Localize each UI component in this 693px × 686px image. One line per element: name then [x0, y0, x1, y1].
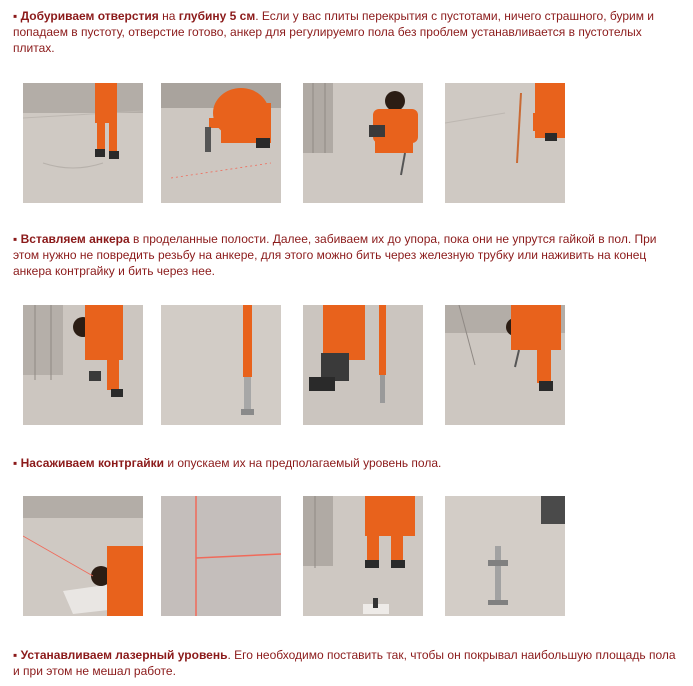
- photo-image: [303, 305, 423, 425]
- photo-image: [23, 83, 143, 203]
- photo-image: [303, 496, 423, 616]
- photo-image: [445, 83, 565, 203]
- section-heading: Вставляем анкера: [20, 232, 130, 246]
- photo-row-anchors: [23, 305, 567, 425]
- photo-image: [161, 83, 281, 203]
- bullet-marker: ▪: [13, 232, 18, 246]
- photo-locknuts-1[interactable]: [23, 496, 143, 616]
- photo-anchors-2[interactable]: [161, 305, 281, 425]
- photo-image: [161, 496, 281, 616]
- section-heading: Насаживаем контргайки: [20, 456, 165, 470]
- photo-locknuts-4[interactable]: [445, 496, 565, 616]
- bullet-marker: ▪: [13, 456, 18, 470]
- section-text: и опускаем их на предполагаемый уровень пола.: [164, 456, 442, 470]
- photo-row-drilling: [23, 83, 567, 203]
- photo-drilling-1[interactable]: [23, 83, 143, 203]
- photo-locknuts-3[interactable]: [303, 496, 423, 616]
- section-insert-anchors: [13, 231, 681, 279]
- photo-drilling-4[interactable]: [445, 83, 565, 203]
- section-heading: Добуриваем отверстия: [20, 9, 159, 23]
- photo-drilling-2[interactable]: [161, 83, 281, 203]
- photo-image: [303, 83, 423, 203]
- photo-locknuts-2[interactable]: [161, 496, 281, 616]
- photo-drilling-3[interactable]: [303, 83, 423, 203]
- bullet-marker: ▪: [13, 9, 18, 23]
- bullet-marker: ▪: [13, 648, 18, 662]
- section-drill-holes: [13, 8, 681, 56]
- photo-image: [445, 305, 565, 425]
- section-highlight: глубину 5 см: [178, 9, 256, 23]
- photo-image: [23, 305, 143, 425]
- section-text: в проделанные полости. Далее, забиваем их до упора, пока они не упрутся гайкой в пол. При этом нужно не повредить резьбу на анкере, для этого можно бить через железную трубку или наживить на конец анкера контргайку и бить через нее.: [13, 232, 657, 278]
- section-laser-level: [13, 647, 681, 679]
- photo-anchors-1[interactable]: [23, 305, 143, 425]
- section-text: . Если у вас плиты перекрытия с пустотами, ничего страшного, бурим и попадаем в пустоту, отверстие готово, анкер для регулируемго пола без проблем устанавливается в пустотелых плитах.: [13, 9, 655, 55]
- section-text: . Его необходимо поставить так, чтобы он покрывал наибольшую площадь пола и при этом не мешал работе.: [13, 648, 676, 678]
- section-text: на: [158, 9, 179, 23]
- photo-image: [445, 496, 565, 616]
- photo-anchors-3[interactable]: [303, 305, 423, 425]
- photo-image: [23, 496, 143, 616]
- photo-anchors-4[interactable]: [445, 305, 565, 425]
- section-heading: Устанавливаем лазерный уровень: [20, 648, 228, 662]
- section-lock-nuts: [13, 455, 681, 471]
- photo-image: [161, 305, 281, 425]
- photo-row-locknuts: [23, 496, 567, 616]
